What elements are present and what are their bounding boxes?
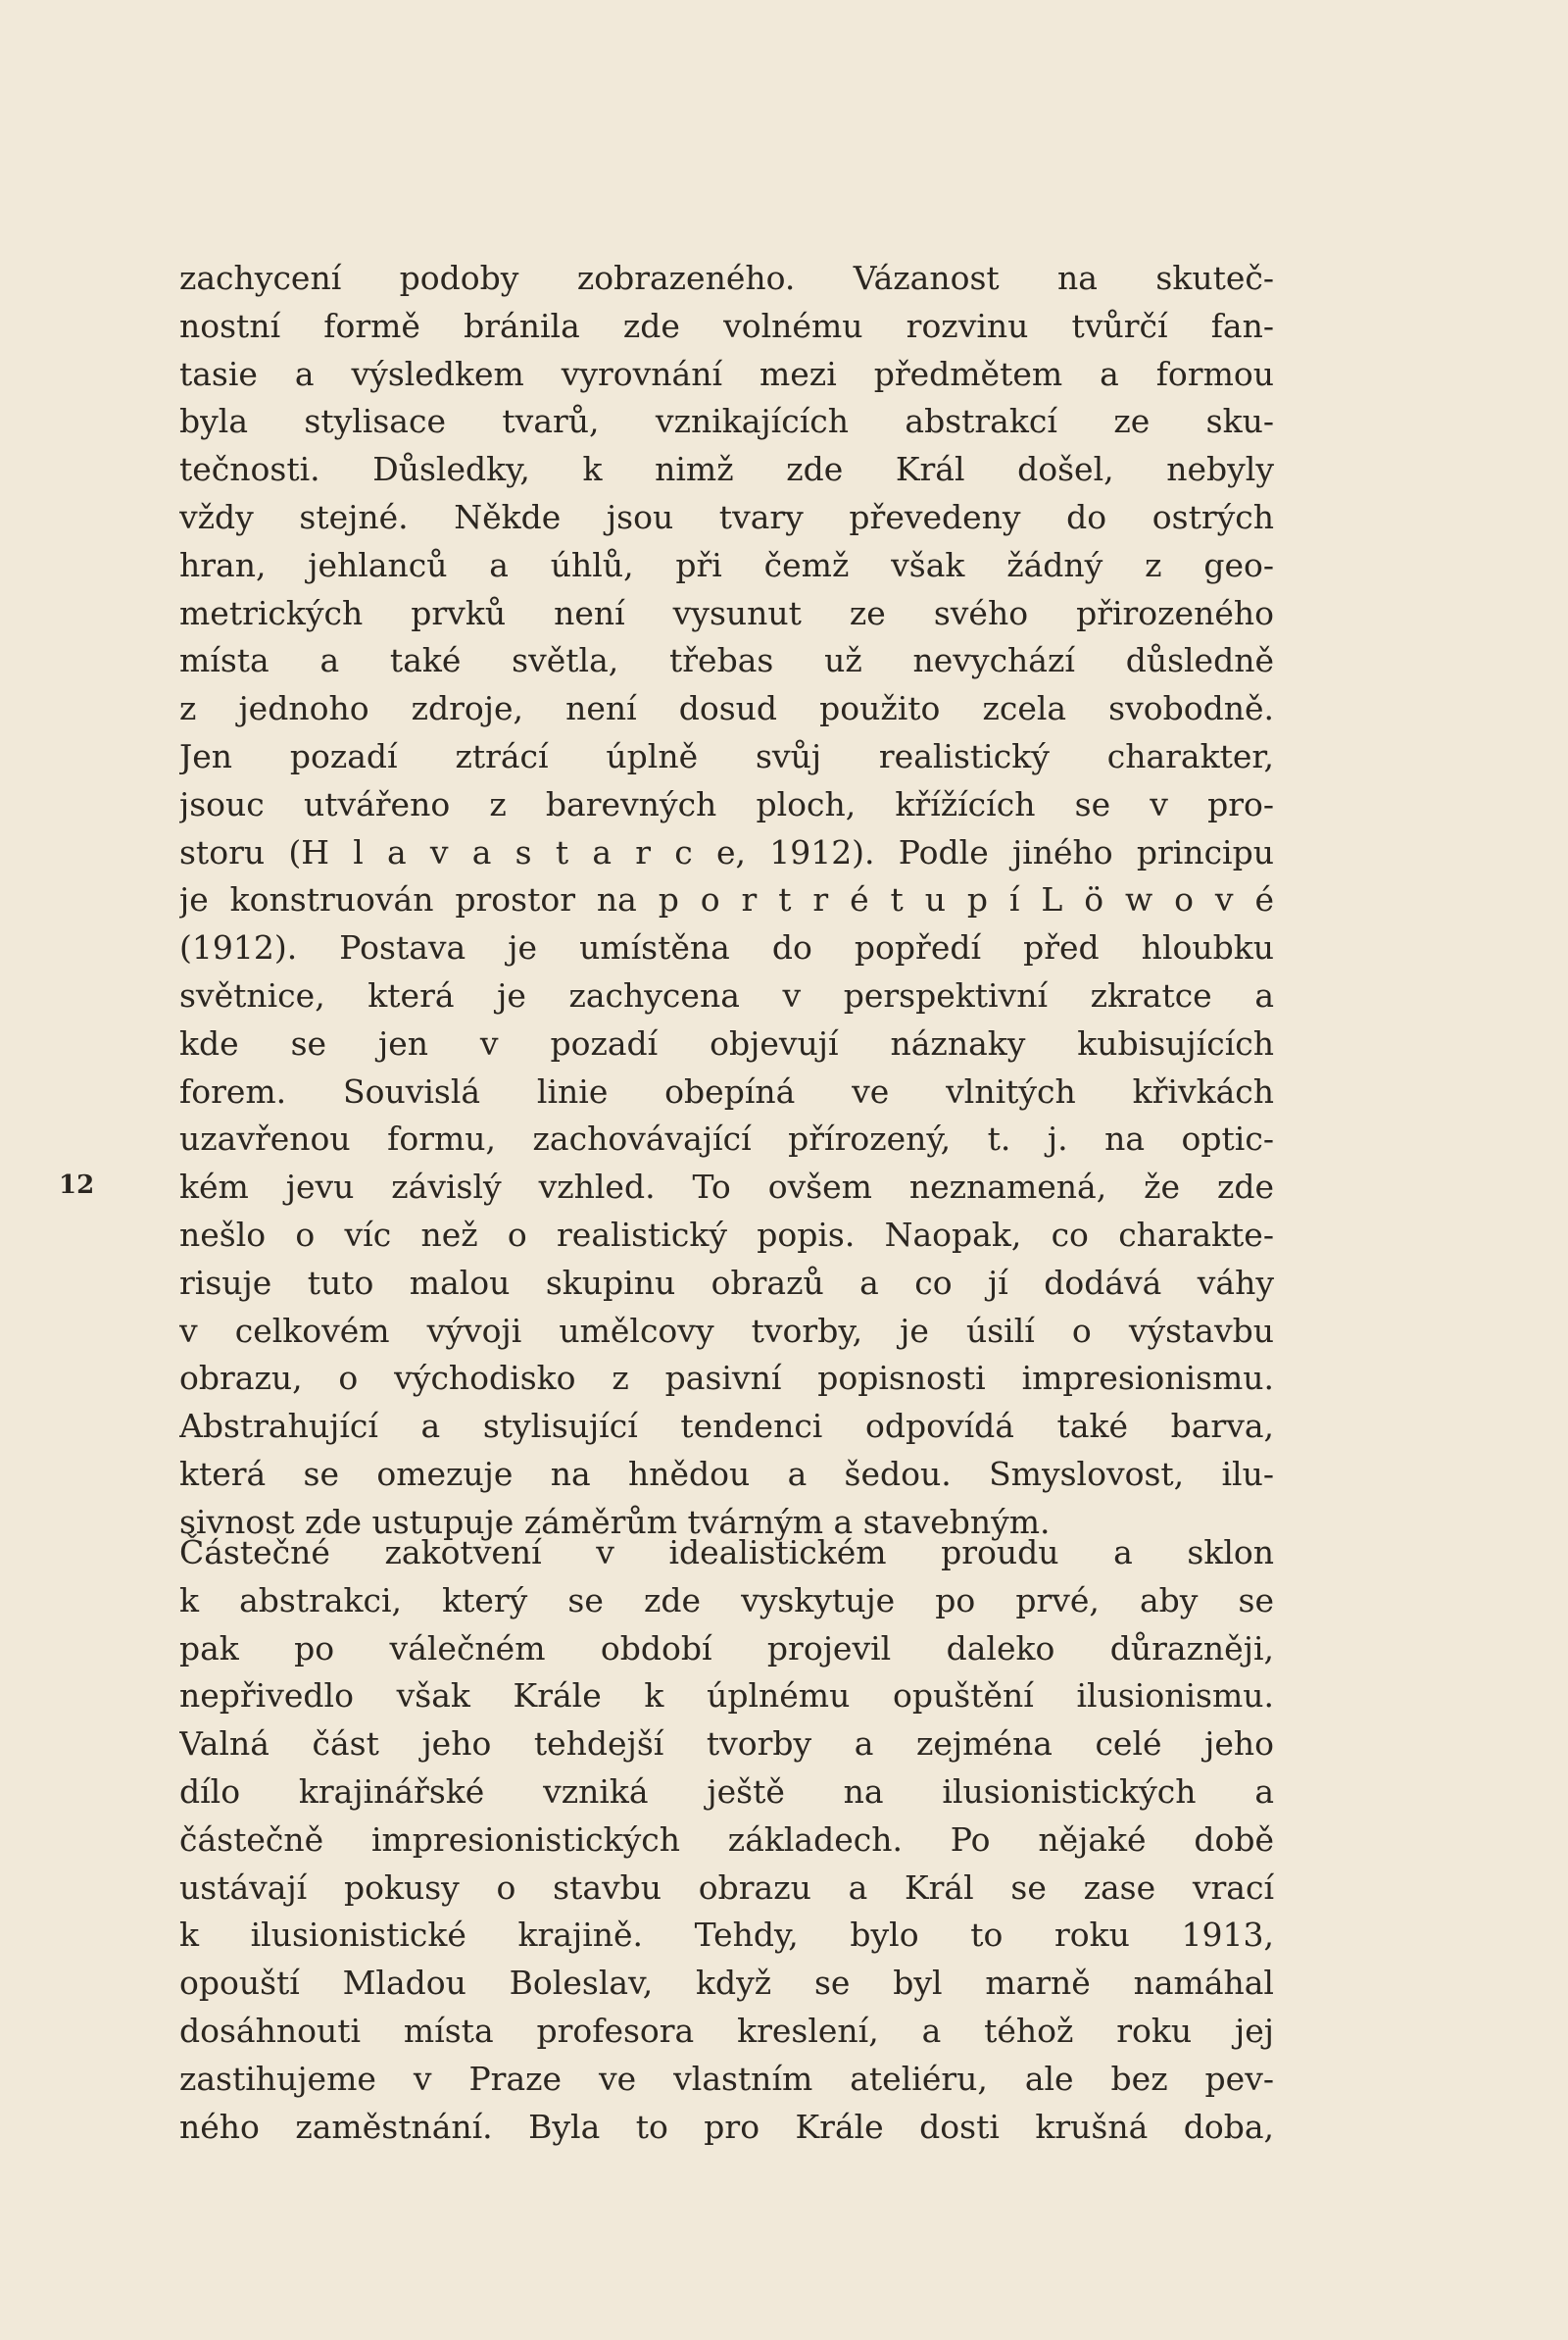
paragraph-1 — [179, 255, 1274, 1547]
text-line: metrických prvků není vysunut ze svého přirozeného — [179, 593, 1274, 632]
text-line: Abstrahující a stylisující tendenci odpovídá také barva, — [179, 1407, 1274, 1446]
text-line: Jen pozadí ztrácí úplně svůj realistický charakter, — [179, 736, 1274, 775]
text-line: dílo krajinářské vzniká ještě na ilusionistických a — [179, 1771, 1274, 1811]
text-line: risuje tuto malou skupinu obrazů a co jí dodává váhy — [179, 1263, 1274, 1302]
text-line: částečně impresionistických základech. Po nějaké době — [179, 1819, 1274, 1859]
text-line: je konstruován prostor na p o r t r é t u p í L ö w o v é — [179, 880, 1274, 920]
text-line: v celkovém vývoji umělcovy tvorby, je úsilí o výstavbu — [179, 1311, 1274, 1350]
text-line: tasie a výsledkem vyrovnání mezi předmětem a formou — [179, 354, 1274, 393]
text-line: uzavřenou formu, zachovávající přírozený, t. j. na optic- — [179, 1120, 1274, 1159]
text-line: opouští Mladou Boleslav, když se byl marně namáhal — [179, 1964, 1274, 2003]
text-line: místa a také světla, třebas už nevychází důsledně — [179, 641, 1274, 680]
text-line: tečnosti. Důsledky, k nimž zde Král došel, nebyly — [179, 450, 1274, 489]
text-line: (1912). Postava je umístěna do popředí před hloubku — [179, 928, 1274, 968]
text-line: nešlo o víc než o realistický popis. Naopak, co charakte- — [179, 1215, 1274, 1254]
text-line: forem. Souvislá linie obepíná ve vlnitých křivkách — [179, 1071, 1274, 1111]
text-line: ného zaměstnání. Byla to pro Krále dosti krušná doba, — [179, 2107, 1274, 2146]
text-line: zachycení podoby zobrazeného. Vázanost na skuteč- — [179, 259, 1274, 297]
text-line: která se omezuje na hnědou a šedou. Smyslovost, ilu- — [179, 1454, 1274, 1493]
text-line: k abstrakci, který se zde vyskytuje po prvé, aby se — [179, 1580, 1274, 1619]
paragraph-2 — [179, 1529, 1274, 2151]
text-line: Částečné zakotvení v idealistickém proudu a sklon — [179, 1533, 1274, 1571]
text-line: pak po válečném období projevil daleko důrazněji, — [179, 1628, 1274, 1668]
text-line: nepřivedlo však Krále k úplnému opuštění ilusionismu. — [179, 1676, 1274, 1716]
text-line: storu (H l a v a s t a r c e, 1912). Podle jiného principu — [179, 832, 1274, 871]
text-line: kém jevu závislý vzhled. To ovšem neznamená, že zde — [179, 1168, 1274, 1207]
page-number: 12 — [59, 1170, 95, 1200]
text-line: dosáhnouti místa profesora kreslení, a téhož roku jej — [179, 2011, 1274, 2050]
text-line: Valná část jeho tehdejší tvorby a zejména celé jeho — [179, 1724, 1274, 1764]
text-line: hran, jehlanců a úhlů, při čemž však žádný z geo- — [179, 545, 1274, 584]
text-line: sivnost zde ustupuje záměrům tvárným a stavebným. — [179, 1502, 1051, 1541]
text-line: světnice, která je zachycena v perspektivní zkratce a — [179, 975, 1274, 1015]
text-line: nostní formě bránila zde volnému rozvinu tvůrčí fan- — [179, 306, 1274, 345]
text-line: jsouc utvářeno z barevných ploch, křížících se v pro- — [179, 784, 1274, 823]
text-line: k ilusionistické krajině. Tehdy, bylo to roku 1913, — [179, 1916, 1274, 1955]
text-line: zastihujeme v Praze ve vlastním ateliéru, ale bez pev- — [179, 2059, 1274, 2098]
text-line: ustávají pokusy o stavbu obrazu a Král se zase vrací — [179, 1867, 1274, 1907]
text-line: obrazu, o východisko z pasivní popisnosti impresionismu. — [179, 1359, 1274, 1398]
text-line: vždy stejné. Někde jsou tvary převedeny do ostrých — [179, 497, 1274, 536]
text-line: byla stylisace tvarů, vznikajících abstrakcí ze sku- — [179, 402, 1274, 441]
text-line: kde se jen v pozadí objevují náznaky kubisujících — [179, 1023, 1274, 1063]
text-line: z jednoho zdroje, není dosud použito zcela svobodně. — [179, 689, 1274, 728]
